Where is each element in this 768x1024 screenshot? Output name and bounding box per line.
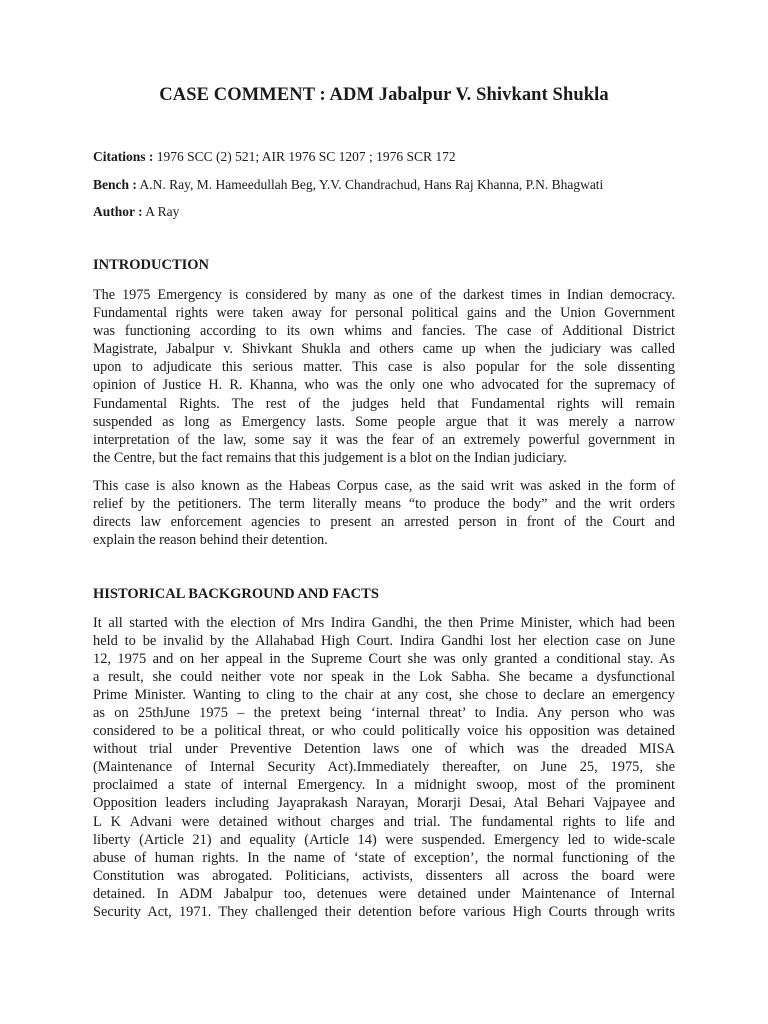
author-value: A Ray xyxy=(142,204,180,219)
text-line: held to be invalid by the Allahabad High Court. Indira Gandhi lost her election case on June xyxy=(93,633,675,650)
text-line: Security Act, 1971. They challenged their detention before various High Courts through writs xyxy=(93,903,675,920)
text-line: interpretation of the law, some say it was the fear of an extremely powerful government in xyxy=(93,431,675,448)
text-line: opinion of Justice H. R. Khanna, who was the only one who advocated for the supremacy of xyxy=(93,377,675,394)
text-line: abuse of human rights. In the name of ‘state of exception’, the normal functioning of the xyxy=(93,849,675,866)
text-line: The 1975 Emergency is considered by many as one of the darkest times in Indian democracy. xyxy=(93,287,675,303)
text-line: detained. In ADM Jabalpur too, detenues were detained under Maintenance of Internal xyxy=(93,885,675,902)
text-line: This case is also known as the Habeas Corpus case, as the said writ was asked in the form of xyxy=(93,478,675,494)
text-line: 12, 1975 and on her appeal in the Supreme Court she was only granted a conditional stay. As xyxy=(93,651,675,668)
text-line: Prime Minister. Wanting to cling to the chair at any cost, she chose to declare an emergency xyxy=(93,687,675,704)
text-line: was functioning according to its own whims and fancies. The case of Additional District xyxy=(93,323,675,340)
text-line: a result, she could neither vote nor speak in the Lok Sabha. She became a dysfunctional xyxy=(93,669,675,686)
bench-value: A.N. Ray, M. Hameedullah Beg, Y.V. Chandrachud, Hans Raj Khanna, P.N. Bhagwati xyxy=(136,177,604,192)
text-line: proclaimed a state of internal Emergency. In a midnight swoop, most of the prominent xyxy=(93,777,675,794)
citations-label: Citations : xyxy=(93,149,154,164)
text-line: considered to be a political threat, or who could politically voice his opposition was detained xyxy=(93,723,675,740)
text-line: explain the reason behind their detention. xyxy=(93,532,328,549)
text-line: directs law enforcement agencies to present an arrested person in front of the Court and xyxy=(93,514,675,531)
author-label: Author : xyxy=(93,204,143,219)
text-line: Fundamental rights were taken away for personal political gains and the Union Government xyxy=(93,305,675,322)
text-line: as on 25thJune 1975 – the pretext being ‘internal threat’ to India. Any person who was xyxy=(93,705,675,722)
citations-value: 1976 SCC (2) 521; AIR 1976 SC 1207 ; 1976 SCR 172 xyxy=(153,149,456,164)
text-line: upon to adjudicate this serious matter. This case is also popular for the sole dissenting xyxy=(93,359,675,376)
text-line: It all started with the election of Mrs Indira Gandhi, the then Prime Minister, which had been xyxy=(93,615,675,631)
text-line: suspended as long as Emergency lasts. Some people argue that it was merely a narrow xyxy=(93,413,675,430)
citations-line xyxy=(93,149,456,165)
text-line: the Centre, but the fact remains that this judgement is a blot on the Indian judiciary. xyxy=(93,449,567,466)
introduction-heading: INTRODUCTION xyxy=(93,257,210,273)
text-line: without trial under Preventive Detention laws one of which was the dreaded MISA xyxy=(93,741,675,758)
document-title: CASE COMMENT : ADM Jabalpur V. Shivkant Shukla xyxy=(159,85,609,105)
text-line: (Maintenance of Internal Security Act).Immediately thereafter, on June 25, 1975, she xyxy=(93,759,675,776)
introduction-paragraph-1 xyxy=(93,286,675,467)
background-heading: HISTORICAL BACKGROUND AND FACTS xyxy=(93,586,379,602)
text-line: liberty (Article 21) and equality (Article 14) were suspended. Emergency led to wide-scale xyxy=(93,831,675,848)
text-line: Fundamental Rights. The rest of the judges held that Fundamental rights will remain xyxy=(93,395,675,412)
bench-label: Bench : xyxy=(93,177,137,192)
text-line: relief by the petitioners. The term literally means “to produce the body” and the writ orders xyxy=(93,496,675,513)
text-line: Opposition leaders including Jayaprakash Narayan, Morarji Desai, Atal Behari Vajpayee and xyxy=(93,795,675,812)
text-line: Magistrate, Jabalpur v. Shivkant Shukla and others came up when the judiciary was called xyxy=(93,341,675,358)
bench-line xyxy=(93,177,603,193)
background-paragraph xyxy=(93,614,675,921)
author-line xyxy=(93,204,179,220)
text-line: L K Advani were detained without charges and trial. The fundamental rights to life and xyxy=(93,813,675,830)
text-line: Constitution was abrogated. Politicians, activists, dissenters all across the board were xyxy=(93,867,675,884)
introduction-paragraph-2 xyxy=(93,477,675,549)
